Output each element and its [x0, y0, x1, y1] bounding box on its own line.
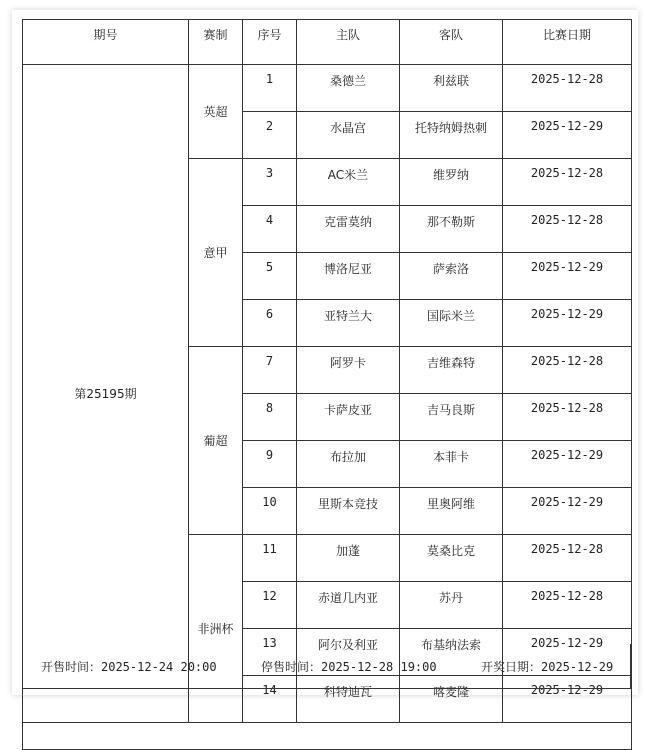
period-cell: 第25195期: [23, 65, 189, 723]
draw-date: 开奖日期：2025-12-29: [481, 660, 614, 674]
header-date: 比赛日期: [503, 20, 632, 65]
home-team: 卡萨皮亚: [297, 394, 400, 441]
league-cell: 葡超: [189, 347, 243, 535]
header-home: 主队: [297, 20, 400, 65]
table-header-row: [23, 20, 632, 65]
match-date: 2025-12-29: [503, 488, 632, 535]
match-number: 1: [243, 65, 297, 112]
match-number: 13: [243, 629, 297, 676]
away-team: 喀麦隆: [400, 676, 503, 723]
sale-start-time: 开售时间：2025-12-24 20:00: [41, 660, 217, 674]
home-team: 阿尔及利亚: [297, 629, 400, 676]
match-number: 6: [243, 300, 297, 347]
away-team: 托特纳姆热刺: [400, 112, 503, 159]
match-number: 4: [243, 206, 297, 253]
match-date: 2025-12-29: [503, 112, 632, 159]
match-number: 7: [243, 347, 297, 394]
home-team: AC米兰: [297, 159, 400, 206]
home-team: 克雷莫纳: [297, 206, 400, 253]
away-team: 那不勒斯: [400, 206, 503, 253]
match-date: 2025-12-28: [503, 206, 632, 253]
home-team: 加蓬: [297, 535, 400, 582]
match-number: 10: [243, 488, 297, 535]
league-cell: 非洲杯: [189, 535, 243, 723]
match-date: 2025-12-28: [503, 159, 632, 206]
header-number: 序号: [243, 20, 297, 65]
match-date: 2025-12-28: [503, 65, 632, 112]
match-date: 2025-12-28: [503, 582, 632, 629]
match-number: 14: [243, 676, 297, 723]
home-team: 里斯本竞技: [297, 488, 400, 535]
home-team: 阿罗卡: [297, 347, 400, 394]
match-schedule-table: [22, 19, 632, 750]
home-team: 水晶宫: [297, 112, 400, 159]
table-row: [23, 65, 632, 112]
match-date: 2025-12-28: [503, 535, 632, 582]
away-team: 苏丹: [400, 582, 503, 629]
sale-info-footer: [22, 644, 631, 689]
match-date: 2025-12-29: [503, 629, 632, 676]
away-team: 布基纳法索: [400, 629, 503, 676]
away-team: 莫桑比克: [400, 535, 503, 582]
match-number: 5: [243, 253, 297, 300]
away-team: 利兹联: [400, 65, 503, 112]
away-team: 吉马良斯: [400, 394, 503, 441]
home-team: 布拉加: [297, 441, 400, 488]
match-date: 2025-12-29: [503, 253, 632, 300]
away-team: 萨索洛: [400, 253, 503, 300]
match-date: 2025-12-29: [503, 300, 632, 347]
sale-stop-time: 停售时间：2025-12-28 19:00: [261, 660, 437, 674]
home-team: 科特迪瓦: [297, 676, 400, 723]
match-date: 2025-12-28: [503, 394, 632, 441]
away-team: 里奥阿维: [400, 488, 503, 535]
schedule-sheet: [12, 10, 638, 699]
home-team: 博洛尼亚: [297, 253, 400, 300]
away-team: 吉维森特: [400, 347, 503, 394]
home-team: 桑德兰: [297, 65, 400, 112]
header-league: 赛制: [189, 20, 243, 65]
match-number: 8: [243, 394, 297, 441]
blank-row: [23, 723, 632, 750]
match-date: 2025-12-29: [503, 441, 632, 488]
away-team: 国际米兰: [400, 300, 503, 347]
home-team: 赤道几内亚: [297, 582, 400, 629]
header-away: 客队: [400, 20, 503, 65]
match-date: 2025-12-29: [503, 676, 632, 723]
match-date: 2025-12-28: [503, 347, 632, 394]
match-number: 12: [243, 582, 297, 629]
match-number: 3: [243, 159, 297, 206]
match-number: 11: [243, 535, 297, 582]
home-team: 亚特兰大: [297, 300, 400, 347]
league-cell: 意甲: [189, 159, 243, 347]
away-team: 本菲卡: [400, 441, 503, 488]
match-number: 9: [243, 441, 297, 488]
away-team: 维罗纳: [400, 159, 503, 206]
header-period: 期号: [23, 20, 189, 65]
match-number: 2: [243, 112, 297, 159]
league-cell: 英超: [189, 65, 243, 159]
blank-cell: [23, 723, 632, 750]
